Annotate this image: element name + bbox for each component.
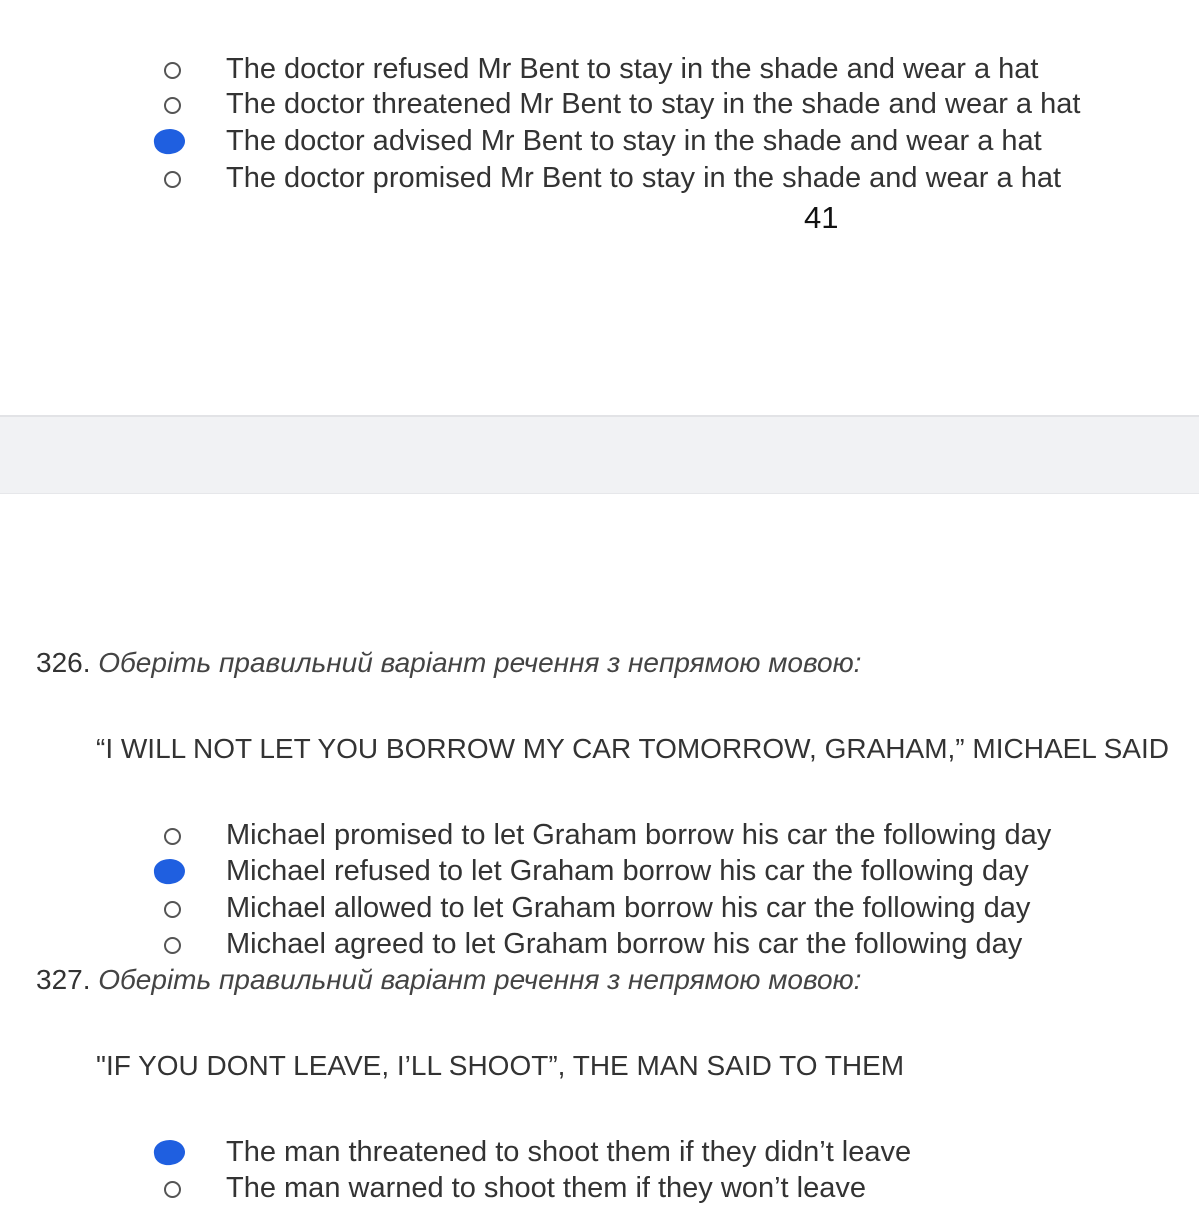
q327-option-1[interactable] — [0, 1135, 1199, 1169]
option-label: The doctor promised Mr Bent to stay in the shade and wear a hat — [226, 162, 1062, 194]
option-label: The man threatened to shoot them if they didn’t leave — [226, 1136, 912, 1168]
question-327-quote: "IF YOU DONT LEAVE, I’LL SHOOT”, THE MAN SAID TO THEM — [96, 1050, 905, 1081]
q326-option-3[interactable] — [0, 891, 1199, 925]
radio-button[interactable] — [164, 1181, 181, 1198]
option-label: The doctor threatened Mr Bent to stay in the shade and wear a hat — [226, 88, 1081, 120]
radio-button[interactable] — [164, 62, 181, 79]
question-327-title — [36, 962, 861, 998]
option-label: Michael promised to let Graham borrow his car the following day — [226, 819, 1052, 851]
option-label: The man warned to shoot them if they won’t leave — [226, 1172, 866, 1204]
option-label: The doctor advised Mr Bent to stay in the shade and wear a hat — [226, 125, 1042, 157]
radio-button[interactable] — [164, 901, 181, 918]
q326-option-2[interactable] — [0, 854, 1199, 888]
q325-option-2[interactable] — [0, 87, 1199, 121]
option-label: Michael agreed to let Graham borrow his car the following day — [226, 928, 1023, 960]
radio-button[interactable] — [164, 171, 181, 188]
radio-button[interactable] — [164, 828, 181, 845]
question-326-title — [36, 645, 861, 681]
question-326-quote: “I WILL NOT LET YOU BORROW MY CAR TOMORROW, GRAHAM,” MICHAEL SAID — [96, 733, 1169, 764]
radio-button[interactable] — [164, 937, 181, 954]
q326-option-4[interactable] — [0, 927, 1199, 961]
option-label: Michael allowed to let Graham borrow his car the following day — [226, 892, 1031, 924]
page-number: 41 — [804, 200, 839, 235]
q326-option-1[interactable] — [0, 818, 1199, 852]
selected-radio-mark[interactable] — [152, 857, 186, 886]
q325-option-3[interactable] — [0, 124, 1199, 158]
question-number: 326. — [36, 647, 91, 678]
q325-option-4[interactable] — [0, 161, 1199, 195]
selected-radio-mark[interactable] — [152, 1138, 186, 1167]
page-separator — [0, 415, 1199, 494]
question-instruction: Оберіть правильний варіант речення з непрямою мовою: — [98, 964, 862, 995]
selected-radio-mark[interactable] — [152, 127, 186, 156]
q325-option-1[interactable] — [0, 52, 1199, 86]
radio-button[interactable] — [164, 97, 181, 114]
question-number: 327. — [36, 964, 91, 995]
question-instruction: Оберіть правильний варіант речення з непрямою мовою: — [98, 647, 862, 678]
option-label: Michael refused to let Graham borrow his car the following day — [226, 855, 1029, 887]
option-label: The doctor refused Mr Bent to stay in the shade and wear a hat — [226, 53, 1039, 85]
page-top — [0, 0, 1199, 415]
